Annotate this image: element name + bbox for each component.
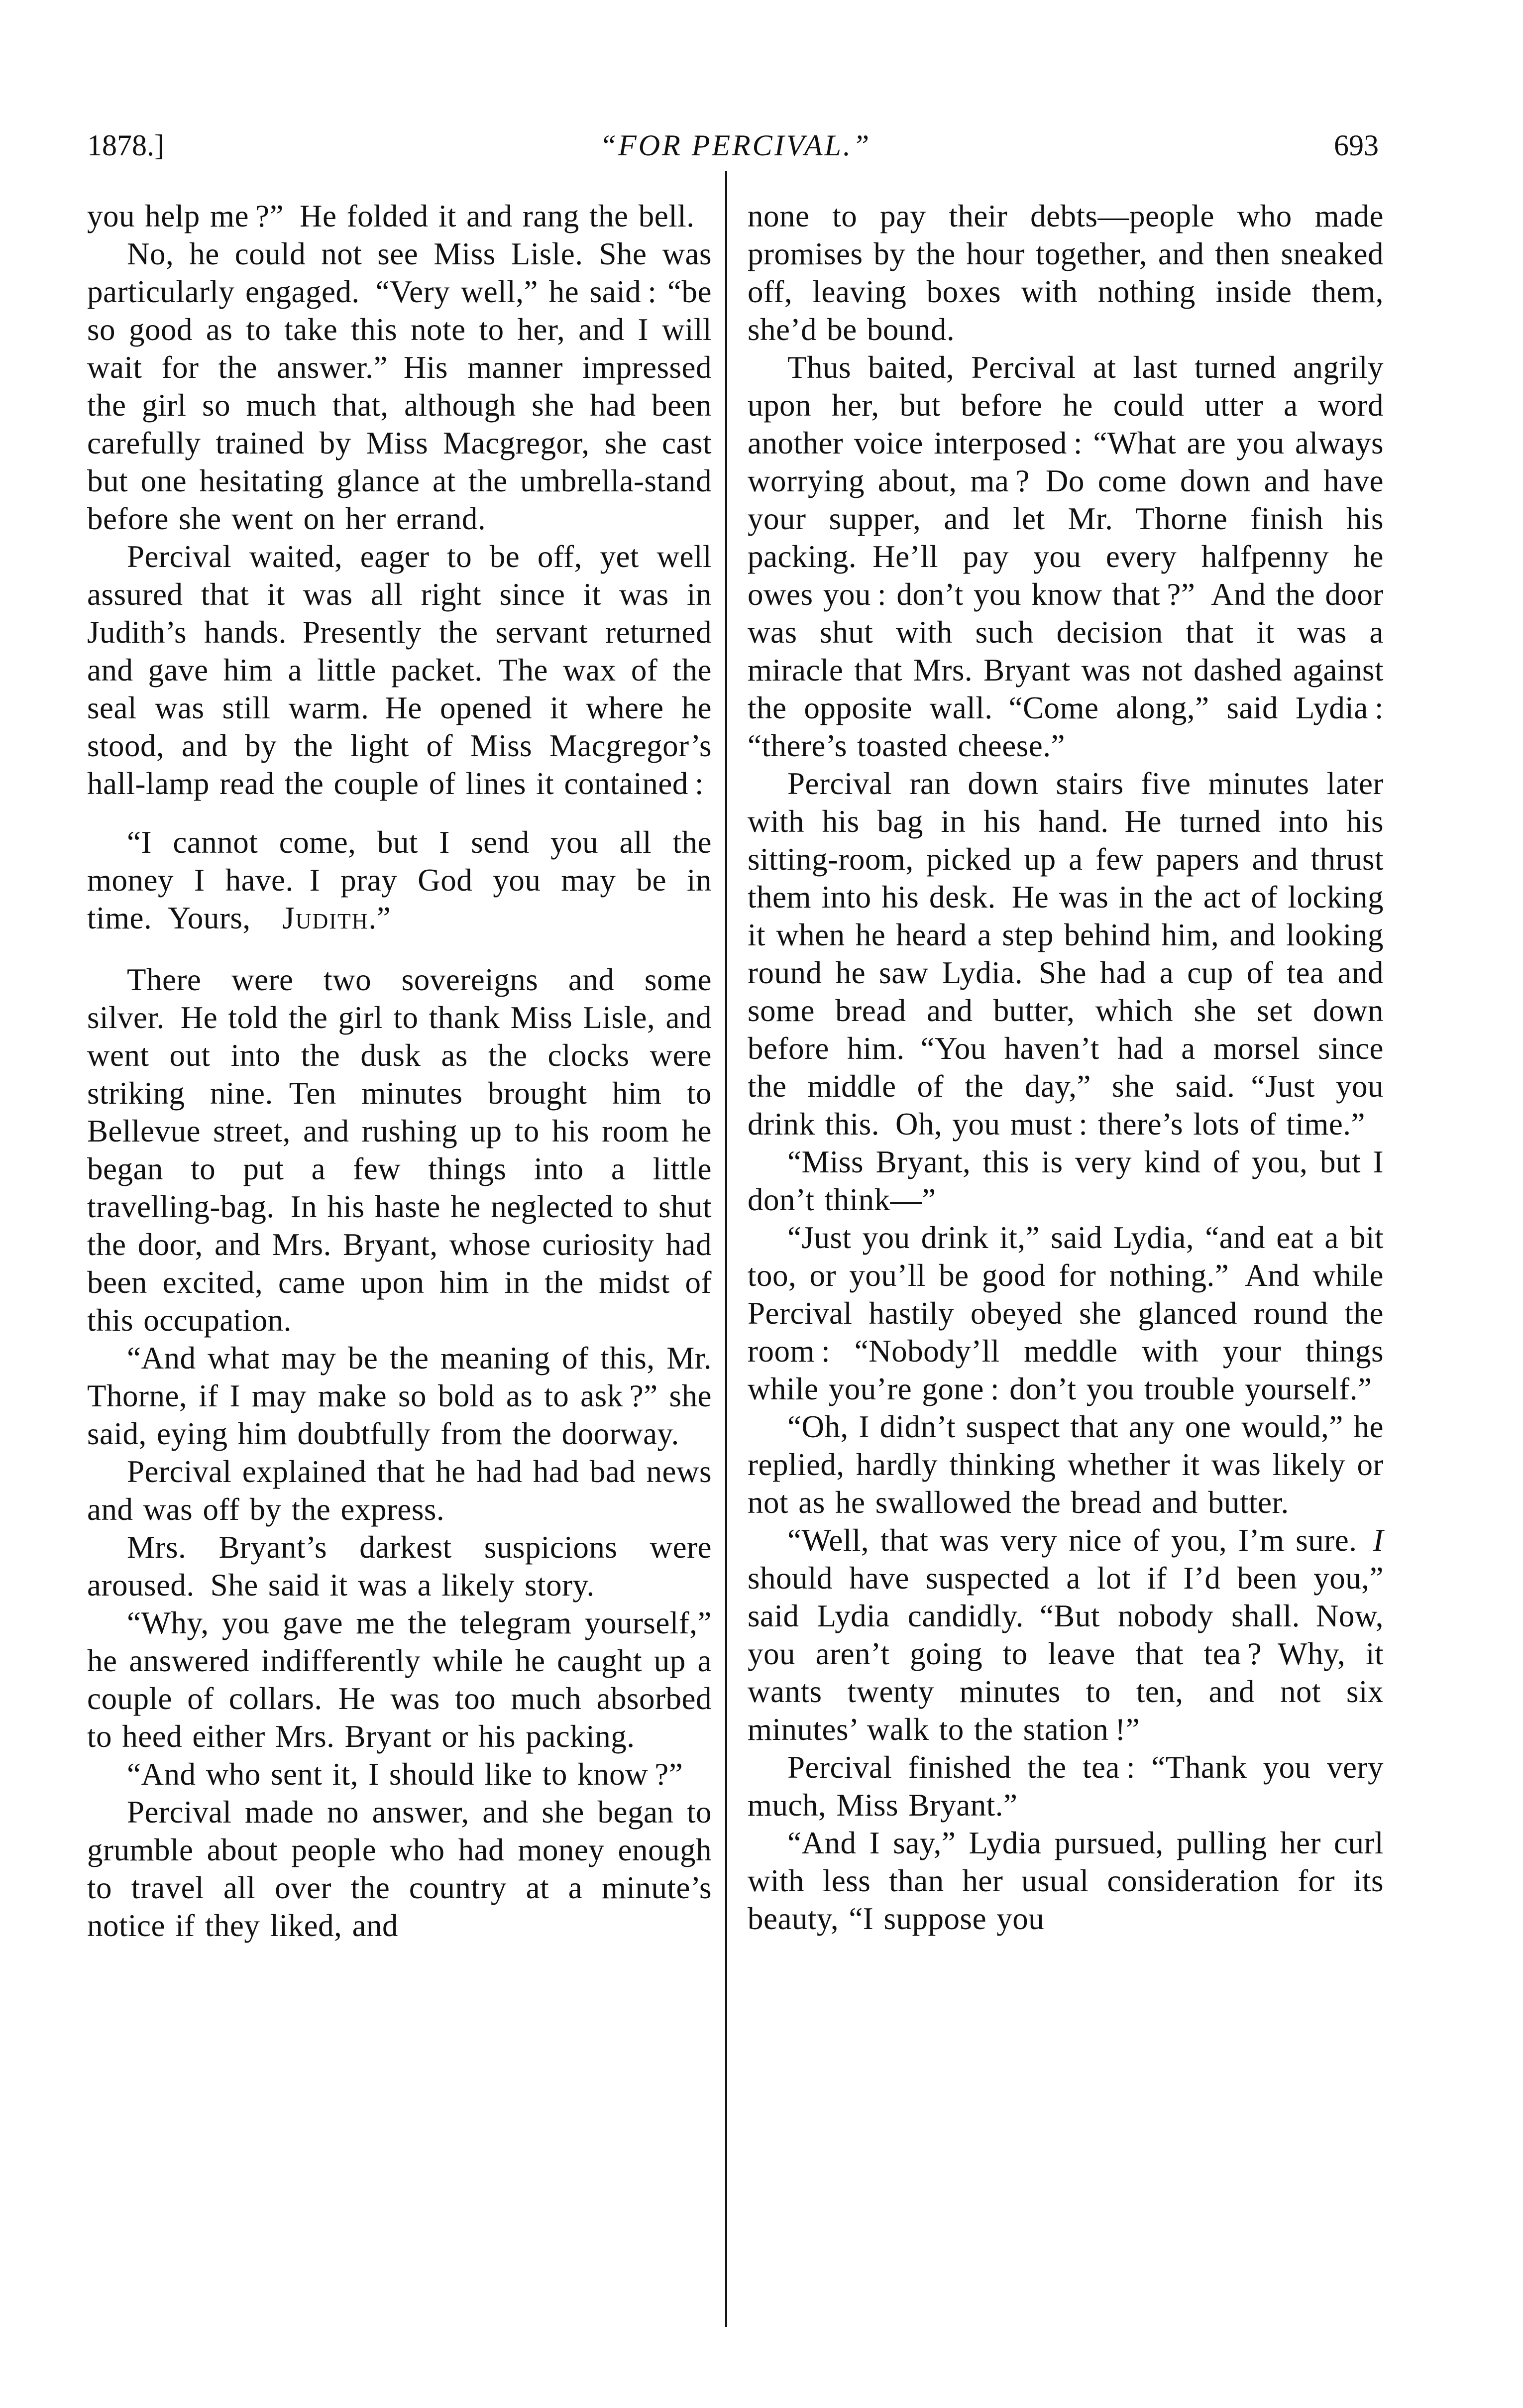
paragraph [748, 1408, 1384, 1521]
text-run: Percival made no answer, and she began to grumble about people who had money enough to travel all over the country at a minute’s notice if they liked, and [87, 1795, 712, 1943]
paragraph [748, 348, 1384, 765]
paragraph [87, 961, 712, 1339]
text-run: There were two sovereigns and some silver. He told the girl to thank Miss Lisle, and went out into the dusk as the clocks were striking nine. Ten minutes brought him to Bellevue street, and rushing up to his room he began to put a few things into a little travelling-bag. In his haste he neglected to shut the door, and Mrs. Bryant, whose curiosity had been excited, came upon him in the midst of this occupation. [87, 962, 712, 1338]
text-run: Percival finished the tea : “Thank you very much, Miss Bryant.” [748, 1750, 1384, 1823]
text-run: should have suspected a lot if I’d been you,” said Lydia candidly. “But nobody shall. Now, you aren’t going to leave that tea ? Why, it wants twenty minutes to ten, and not six minutes’ walk to the station !” [748, 1561, 1384, 1747]
small-caps-text-run: Judith [282, 901, 369, 935]
paragraph [748, 1748, 1384, 1824]
text-run: “Just you drink it,” said Lydia, “and eat a bit too, or you’ll be good for nothing.” And while Percival hastily obeyed she glanced round the room : “Nobody’ll meddle with your things while you’re gone : don’t you trouble yourself.” [748, 1220, 1384, 1406]
paragraph [748, 1219, 1384, 1408]
text-run: “Why, you gave me the telegram yourself,” he answered indifferently while he caught up a couple of collars. He was too much absorbed to heed either Mrs. Bryant or his packing. [87, 1605, 712, 1754]
running-head [87, 120, 1384, 175]
text-run: .” [368, 901, 391, 935]
text-run: Percival explained that he had had bad news and was off by the express. [87, 1454, 712, 1527]
text-run: No, he could not see Miss Lisle. She was particularly engaged. “Very well,” he said : “be so good as to take this note to her, and I will wait for the answer.” His manner impressed the girl so much that, although she had been carefully trained by Miss Macgregor, she cast but one hesitating glance at the umbrella-stand before she went on her errand. [87, 236, 712, 536]
text-run: “I cannot come, but I send you all the money I have. I pray God you may be in time. Yours, [87, 825, 712, 935]
paragraph [748, 1143, 1384, 1219]
page-title: “FOR PERCIVAL.” [599, 129, 871, 162]
paragraph [87, 235, 712, 538]
text-run: you help me ?” He folded it and rang the bell. [87, 199, 695, 233]
text-run: Percival ran down stairs five minutes later with his bag in his hand. He turned into his sitting-room, picked up a few papers and thrust them into his desk. He was in the act of locking it when he heard a step behind him, and looking round he saw Lydia. She had a cup of tea and some bread and butter, which she set down before him. “You haven’t had a morsel since the middle of the day,” she said. “Just you drink this. Oh, you must : there’s lots of time.” [748, 766, 1384, 1142]
paragraph [748, 1824, 1384, 1938]
paragraph [748, 765, 1384, 1143]
right-column [748, 197, 1384, 1945]
paragraph [87, 1604, 712, 1755]
text-run: “And what may be the meaning of this, Mr. Thorne, if I may make so bold as to ask ?” she said, eying him doubtfully from the doorway. [87, 1341, 712, 1451]
paragraph-continuation [748, 197, 1384, 348]
paragraph [748, 1521, 1384, 1748]
text-run: “Well, that was very nice of you, I’m sure. [787, 1523, 1373, 1558]
paragraph-continuation [87, 197, 712, 235]
paragraph [87, 1755, 712, 1793]
text-run: “And who sent it, I should like to know ?” [127, 1757, 683, 1792]
left-column [87, 197, 712, 1945]
paragraph [87, 1453, 712, 1528]
text-run: Percival waited, eager to be off, yet well assured that it was all right since it was in Judith’s hands. Presently the servant returned and gave him a little packet. The wax of the seal was still warm. He opened it where he stood, and by the light of Miss Macgregor’s hall-lamp read the couple of lines it contained : [87, 539, 712, 801]
text-run: “And I say,” Lydia pursued, pulling her curl with less than her usual consideration for its beauty, “I suppose you [748, 1826, 1384, 1936]
page-number: 693 [1334, 129, 1379, 162]
italic-text-run: I [1373, 1523, 1384, 1558]
text-run: “Miss Bryant, this is very kind of you, but I don’t think—” [748, 1145, 1384, 1217]
text-run: “Oh, I didn’t suspect that any one would,” he replied, hardly thinking whether it was likely or not as he swallowed the bread and butter. [748, 1409, 1384, 1520]
paragraph [87, 1528, 712, 1604]
paragraph [87, 1339, 712, 1453]
paragraph [87, 538, 712, 803]
text-run: none to pay their debts—people who made promises by the hour together, and then sneaked off, leaving boxes with nothing inside them, she’d be bound. [748, 199, 1384, 347]
text-columns [87, 197, 1384, 1945]
letter-quote [87, 823, 712, 937]
header-year: 1878.] [87, 129, 164, 162]
text-run: Thus baited, Percival at last turned angrily upon her, but before he could utter a word another voice interposed : “What are you always worrying about, ma ? Do come down and have your supper, and let Mr. Thorne finish his packing. He’ll pay you every halfpenny he owes you : don’t you know that ?” And the door was shut with such decision that it was a miracle that Mrs. Bryant was not dashed against the opposite wall. “Come along,” said Lydia : “there’s toasted cheese.” [748, 350, 1384, 763]
paragraph [87, 1793, 712, 1945]
text-run: Mrs. Bryant’s darkest suspicions were aroused. She said it was a likely story. [87, 1530, 712, 1603]
